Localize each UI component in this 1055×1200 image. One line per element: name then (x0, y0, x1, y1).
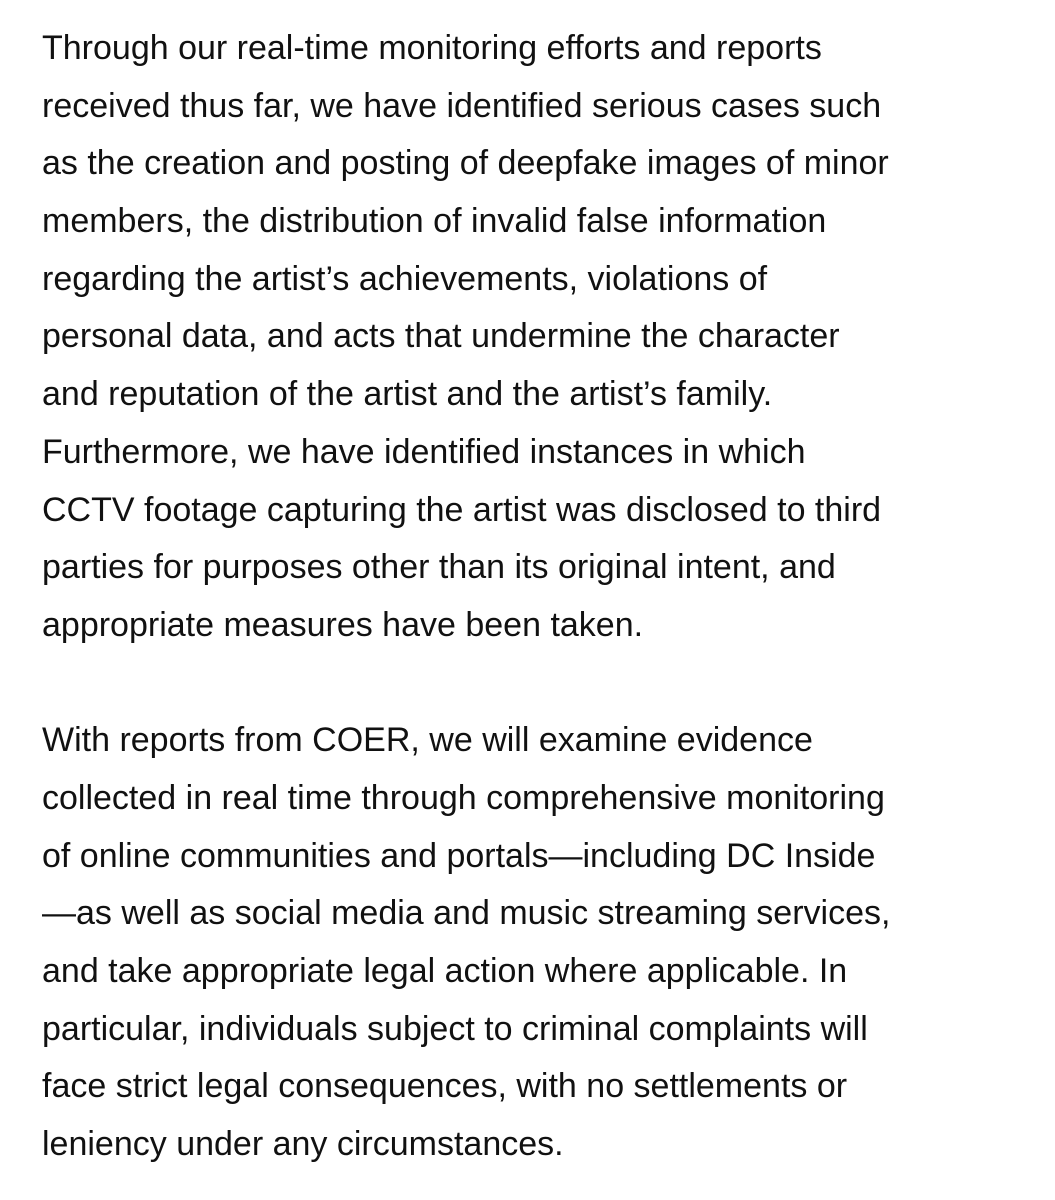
text-line: and reputation of the artist and the artist’s family. (42, 375, 773, 414)
text-line: Through our real-time monitoring efforts and reports (42, 29, 822, 67)
text-line: members, the distribution of invalid false information (42, 202, 827, 241)
text-line: as the creation and posting of deepfake images of minor (42, 144, 889, 183)
text-line: received thus far, we have identified serious cases such (42, 86, 882, 125)
text-line: collected in real time through comprehensive monitoring (42, 778, 885, 817)
text-line: leniency under any circumstances. (42, 1125, 564, 1164)
text-line: parties for purposes other than its original intent, and (42, 548, 836, 587)
text-line: personal data, and acts that undermine the character (42, 317, 840, 356)
text-line: Furthermore, we have identified instances in which (42, 432, 806, 471)
text-line: appropriate measures have been taken. (42, 605, 644, 644)
text-line: —as well as social media and music streaming services, (42, 894, 891, 933)
text-line: face strict legal consequences, with no settlements or (42, 1067, 848, 1106)
text-line: of online communities and portals—including DC Inside (42, 836, 876, 875)
paragraph-spacer (42, 655, 1042, 713)
document-body (42, 20, 1042, 1174)
paragraph-monitoring-findings (42, 20, 1042, 655)
text-line: CCTV footage capturing the artist was disclosed to third (42, 490, 882, 529)
text-line: particular, individuals subject to criminal complaints will (42, 1009, 868, 1048)
text-line: and take appropriate legal action where applicable. In (42, 952, 848, 990)
text-line: With reports from COER, we will examine evidence (42, 721, 813, 760)
text-line: regarding the artist’s achievements, violations of (42, 259, 768, 298)
paragraph-legal-action (42, 712, 1042, 1174)
